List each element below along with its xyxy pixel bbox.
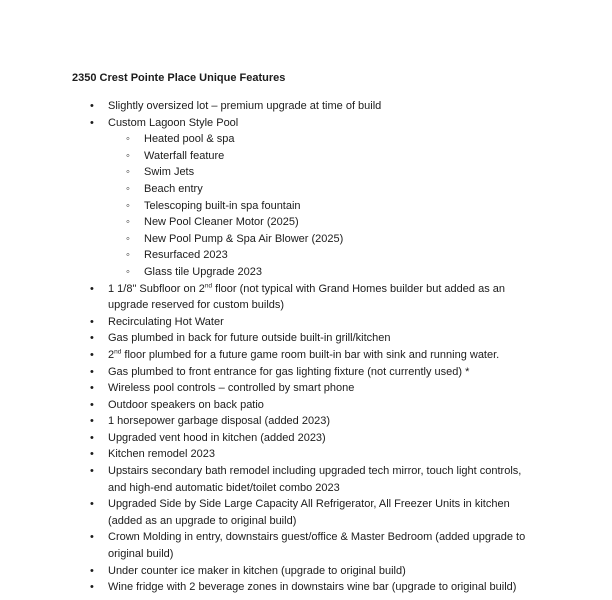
list-item [72, 579, 540, 596]
list-item [72, 430, 540, 447]
list-item-text: 2nd floor plumbed for a future game room built-in bar with sink and running water. [108, 348, 500, 361]
circle-bullet-icon: ◦ [126, 182, 130, 195]
list-item [72, 397, 540, 414]
list-item-text: Under counter ice maker in kitchen (upgrade to original build) [108, 564, 406, 577]
list-item-text: Crown Molding in entry, downstairs guest/office & Master Bedroom (added upgrade to original build) [108, 531, 526, 561]
disc-bullet-icon: • [90, 465, 94, 478]
list-item-text: 1 horsepower garbage disposal (added 2023) [108, 415, 330, 428]
circle-bullet-icon: ◦ [126, 199, 130, 212]
list-item-text: Upgraded Side by Side Large Capacity All Refrigerator, All Freezer Units in kitchen (added as an upgrade to original build) [108, 498, 510, 527]
disc-bullet-icon: • [90, 448, 94, 461]
list-item [72, 264, 540, 281]
list-item [72, 563, 540, 580]
list-item [72, 529, 540, 562]
list-item [72, 314, 540, 331]
circle-bullet-icon: ◦ [126, 265, 130, 278]
disc-bullet-icon: • [90, 365, 94, 378]
list-item [72, 198, 540, 215]
list-item-text: Kitchen remodel 2023 [108, 448, 216, 461]
list-item [72, 148, 540, 165]
list-item-text: Telescoping built-in spa fountain [144, 199, 301, 212]
circle-bullet-icon: ◦ [126, 249, 130, 262]
list-item-text: Wine fridge with 2 beverage zones in downstairs wine bar (upgrade to original build) [108, 581, 517, 594]
list-item-text: Gas plumbed in back for future outside built-in grill/kitchen [108, 332, 391, 345]
disc-bullet-icon: • [90, 382, 94, 395]
list-item [72, 214, 540, 231]
disc-bullet-icon: • [90, 315, 94, 328]
list-item [72, 164, 540, 181]
list-item [72, 330, 540, 347]
disc-bullet-icon: • [90, 116, 94, 129]
list-item-text: Glass tile Upgrade 2023 [144, 265, 263, 278]
list-item-text: Upstairs secondary bath remodel including upgraded tech mirror, touch light controls, and high-end automatic bidet/toilet combo 2023 [108, 465, 522, 494]
list-item [72, 463, 540, 496]
list-item-text: Beach entry [144, 182, 203, 195]
list-item-text: Wireless pool controls – controlled by smart phone [108, 382, 355, 395]
list-item [72, 98, 540, 115]
list-item-text: Outdoor speakers on back patio [108, 398, 264, 411]
disc-bullet-icon: • [90, 415, 94, 428]
list-item-text: New Pool Pump & Spa Air Blower (2025) [144, 232, 344, 245]
disc-bullet-icon: • [90, 398, 94, 411]
list-item [72, 131, 540, 148]
list-item-text: Custom Lagoon Style Pool [108, 116, 239, 129]
list-item [72, 364, 540, 381]
list-item-text: Recirculating Hot Water [108, 315, 224, 328]
disc-bullet-icon: • [90, 564, 94, 577]
circle-bullet-icon: ◦ [126, 216, 130, 229]
list-item-text: Waterfall feature [144, 149, 225, 162]
disc-bullet-icon: • [90, 431, 94, 444]
disc-bullet-icon: • [90, 348, 94, 361]
list-item-text: 1 1/8" Subfloor on 2nd floor (not typical with Grand Homes builder but added as an upgrade reserved for custom builds) [108, 281, 505, 312]
list-item [72, 115, 540, 132]
disc-bullet-icon: • [90, 498, 94, 511]
disc-bullet-icon: • [90, 581, 94, 594]
list-item-text: Gas plumbed to front entrance for gas lighting fixture (not currently used) * [108, 365, 470, 378]
list-item [72, 496, 540, 529]
disc-bullet-icon: • [90, 531, 94, 544]
circle-bullet-icon: ◦ [126, 166, 130, 179]
circle-bullet-icon: ◦ [126, 149, 130, 162]
list-item [72, 380, 540, 397]
list-item-text: Swim Jets [144, 166, 195, 179]
list-item-text: Heated pool & spa [144, 133, 235, 146]
disc-bullet-icon: • [90, 100, 94, 112]
list-item [72, 247, 540, 264]
circle-bullet-icon: ◦ [126, 133, 130, 146]
list-item-text: New Pool Cleaner Motor (2025) [144, 216, 299, 229]
circle-bullet-icon: ◦ [126, 232, 130, 245]
list-item [72, 281, 540, 314]
list-item-text: Resurfaced 2023 [144, 249, 228, 262]
disc-bullet-icon: • [90, 282, 94, 295]
list-item-text: Slightly oversized lot – premium upgrade at time of build [108, 100, 382, 112]
list-item [72, 231, 540, 248]
list-item [72, 446, 540, 463]
list-item [72, 181, 540, 198]
list-item-text: Upgraded vent hood in kitchen (added 2023) [108, 431, 326, 444]
disc-bullet-icon: • [90, 332, 94, 345]
features-list [72, 98, 540, 596]
document-title: 2350 Crest Pointe Place Unique Features [72, 72, 286, 84]
list-item [72, 413, 540, 430]
list-item [72, 347, 540, 364]
